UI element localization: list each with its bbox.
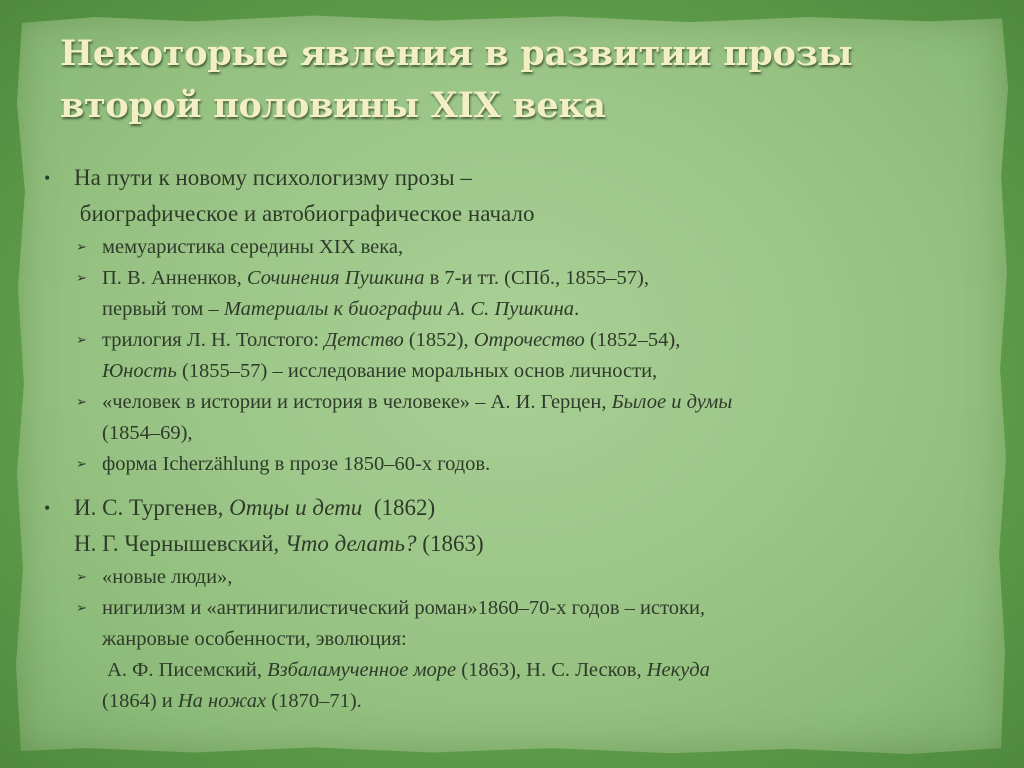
sub-item-line (102, 325, 990, 356)
bullet-dot-icon: • (44, 498, 51, 518)
italic-title: На ножах (177, 690, 267, 712)
sub-item-memoirs (40, 232, 990, 263)
italic-title: Некуда (646, 659, 710, 681)
arrow-bullet-icon: ➢ (76, 271, 87, 286)
arrow-bullet-icon: ➢ (76, 240, 87, 255)
text-run: «человек в истории и история в человеке» – А. И. Герцен, (102, 391, 612, 413)
italic-title: Что делать? (284, 531, 417, 556)
text-run: (1864) и (102, 690, 178, 712)
main-bullet-line: На пути к новому психологизму прозы – (74, 165, 472, 190)
sub-item-line (102, 449, 990, 480)
italic-title: Детство (324, 329, 404, 351)
slide-content (40, 160, 990, 717)
text-run: И. С. Тургенев, (74, 495, 230, 520)
text-run: (1863) (416, 531, 484, 556)
sub-item-line (102, 686, 990, 717)
italic-title: Сочинения Пушкина (246, 267, 425, 289)
text-run: первый том – (102, 298, 224, 320)
arrow-bullet-icon: ➢ (76, 333, 87, 348)
main-bullet-line: биографическое и автобиографическое начало (74, 201, 535, 226)
italic-title: Отрочество (473, 329, 585, 351)
slide-title (60, 28, 960, 132)
text-run: (1852–54), (584, 329, 681, 351)
sub-item-line (102, 655, 990, 686)
text-run: в 7-и тт. (СПб., 1855–57), (424, 267, 649, 289)
sub-item-line (102, 294, 990, 325)
sub-item-new-people (40, 562, 990, 593)
title-line-1: Некоторые явления в развитии прозы (60, 33, 853, 74)
sub-list-novels (40, 562, 990, 717)
text-run: А. Ф. Писемский, (102, 659, 268, 681)
text-run: трилогия Л. Н. Толстого: (102, 329, 325, 351)
text-run: (1852), (403, 329, 474, 351)
text-run: «новые люди», (102, 566, 233, 588)
text-run: (1854–69), (102, 422, 193, 444)
sub-item-line (102, 232, 990, 263)
sub-item-line (102, 562, 990, 593)
bullet-dot-icon: • (44, 168, 51, 188)
arrow-bullet-icon: ➢ (76, 395, 87, 410)
main-bullet-novels (40, 490, 990, 562)
sub-item-line (102, 593, 990, 624)
sub-item-line (102, 387, 990, 418)
text-run: мемуаристика середины XIX века, (102, 236, 404, 258)
text-run: (1863), Н. С. Лесков, (456, 659, 647, 681)
sub-item-line (102, 418, 990, 449)
spacer (40, 480, 990, 490)
italic-title: Взбаламученное море (267, 659, 457, 681)
sub-item-line (102, 263, 990, 294)
text-run: (1862) (362, 495, 436, 520)
sub-list-psychologism (40, 232, 990, 480)
sub-item-tolstoy (40, 325, 990, 387)
italic-title: Былое и думы (611, 391, 733, 413)
main-bullet-line (74, 490, 990, 526)
text-run: (1870–71). (266, 690, 362, 712)
main-bullet-psychologism (40, 160, 990, 232)
sub-item-annenkov (40, 263, 990, 325)
sub-item-nihilism (40, 593, 990, 717)
arrow-bullet-icon: ➢ (76, 457, 87, 472)
sub-item-herzen (40, 387, 990, 449)
arrow-bullet-icon: ➢ (76, 570, 87, 585)
text-run: нигилизм и «антинигилистический роман»1860–70-х годов – истоки, (102, 597, 706, 619)
sub-item-line (102, 356, 990, 387)
text-run: жанровые особенности, эволюция: (102, 628, 407, 650)
text-run: форма Icherzählung в прозе 1850–60-х годов. (102, 453, 491, 475)
text-run: П. В. Анненков, (102, 267, 247, 289)
main-bullet-line (74, 526, 990, 562)
arrow-bullet-icon: ➢ (76, 601, 87, 616)
text-run: (1855–57) – исследование моральных основ личности, (176, 360, 658, 382)
italic-title: Отцы и дети (229, 495, 363, 520)
text-run: Н. Г. Чернышевский, (74, 531, 285, 556)
text-run: . (574, 298, 580, 320)
italic-title: Юность (102, 360, 177, 382)
title-line-2: второй половины XIX века (60, 85, 606, 126)
italic-title: Материалы к биографии А. С. Пушкина (223, 298, 575, 320)
sub-item-icherzahlung (40, 449, 990, 480)
sub-item-line (102, 624, 990, 655)
